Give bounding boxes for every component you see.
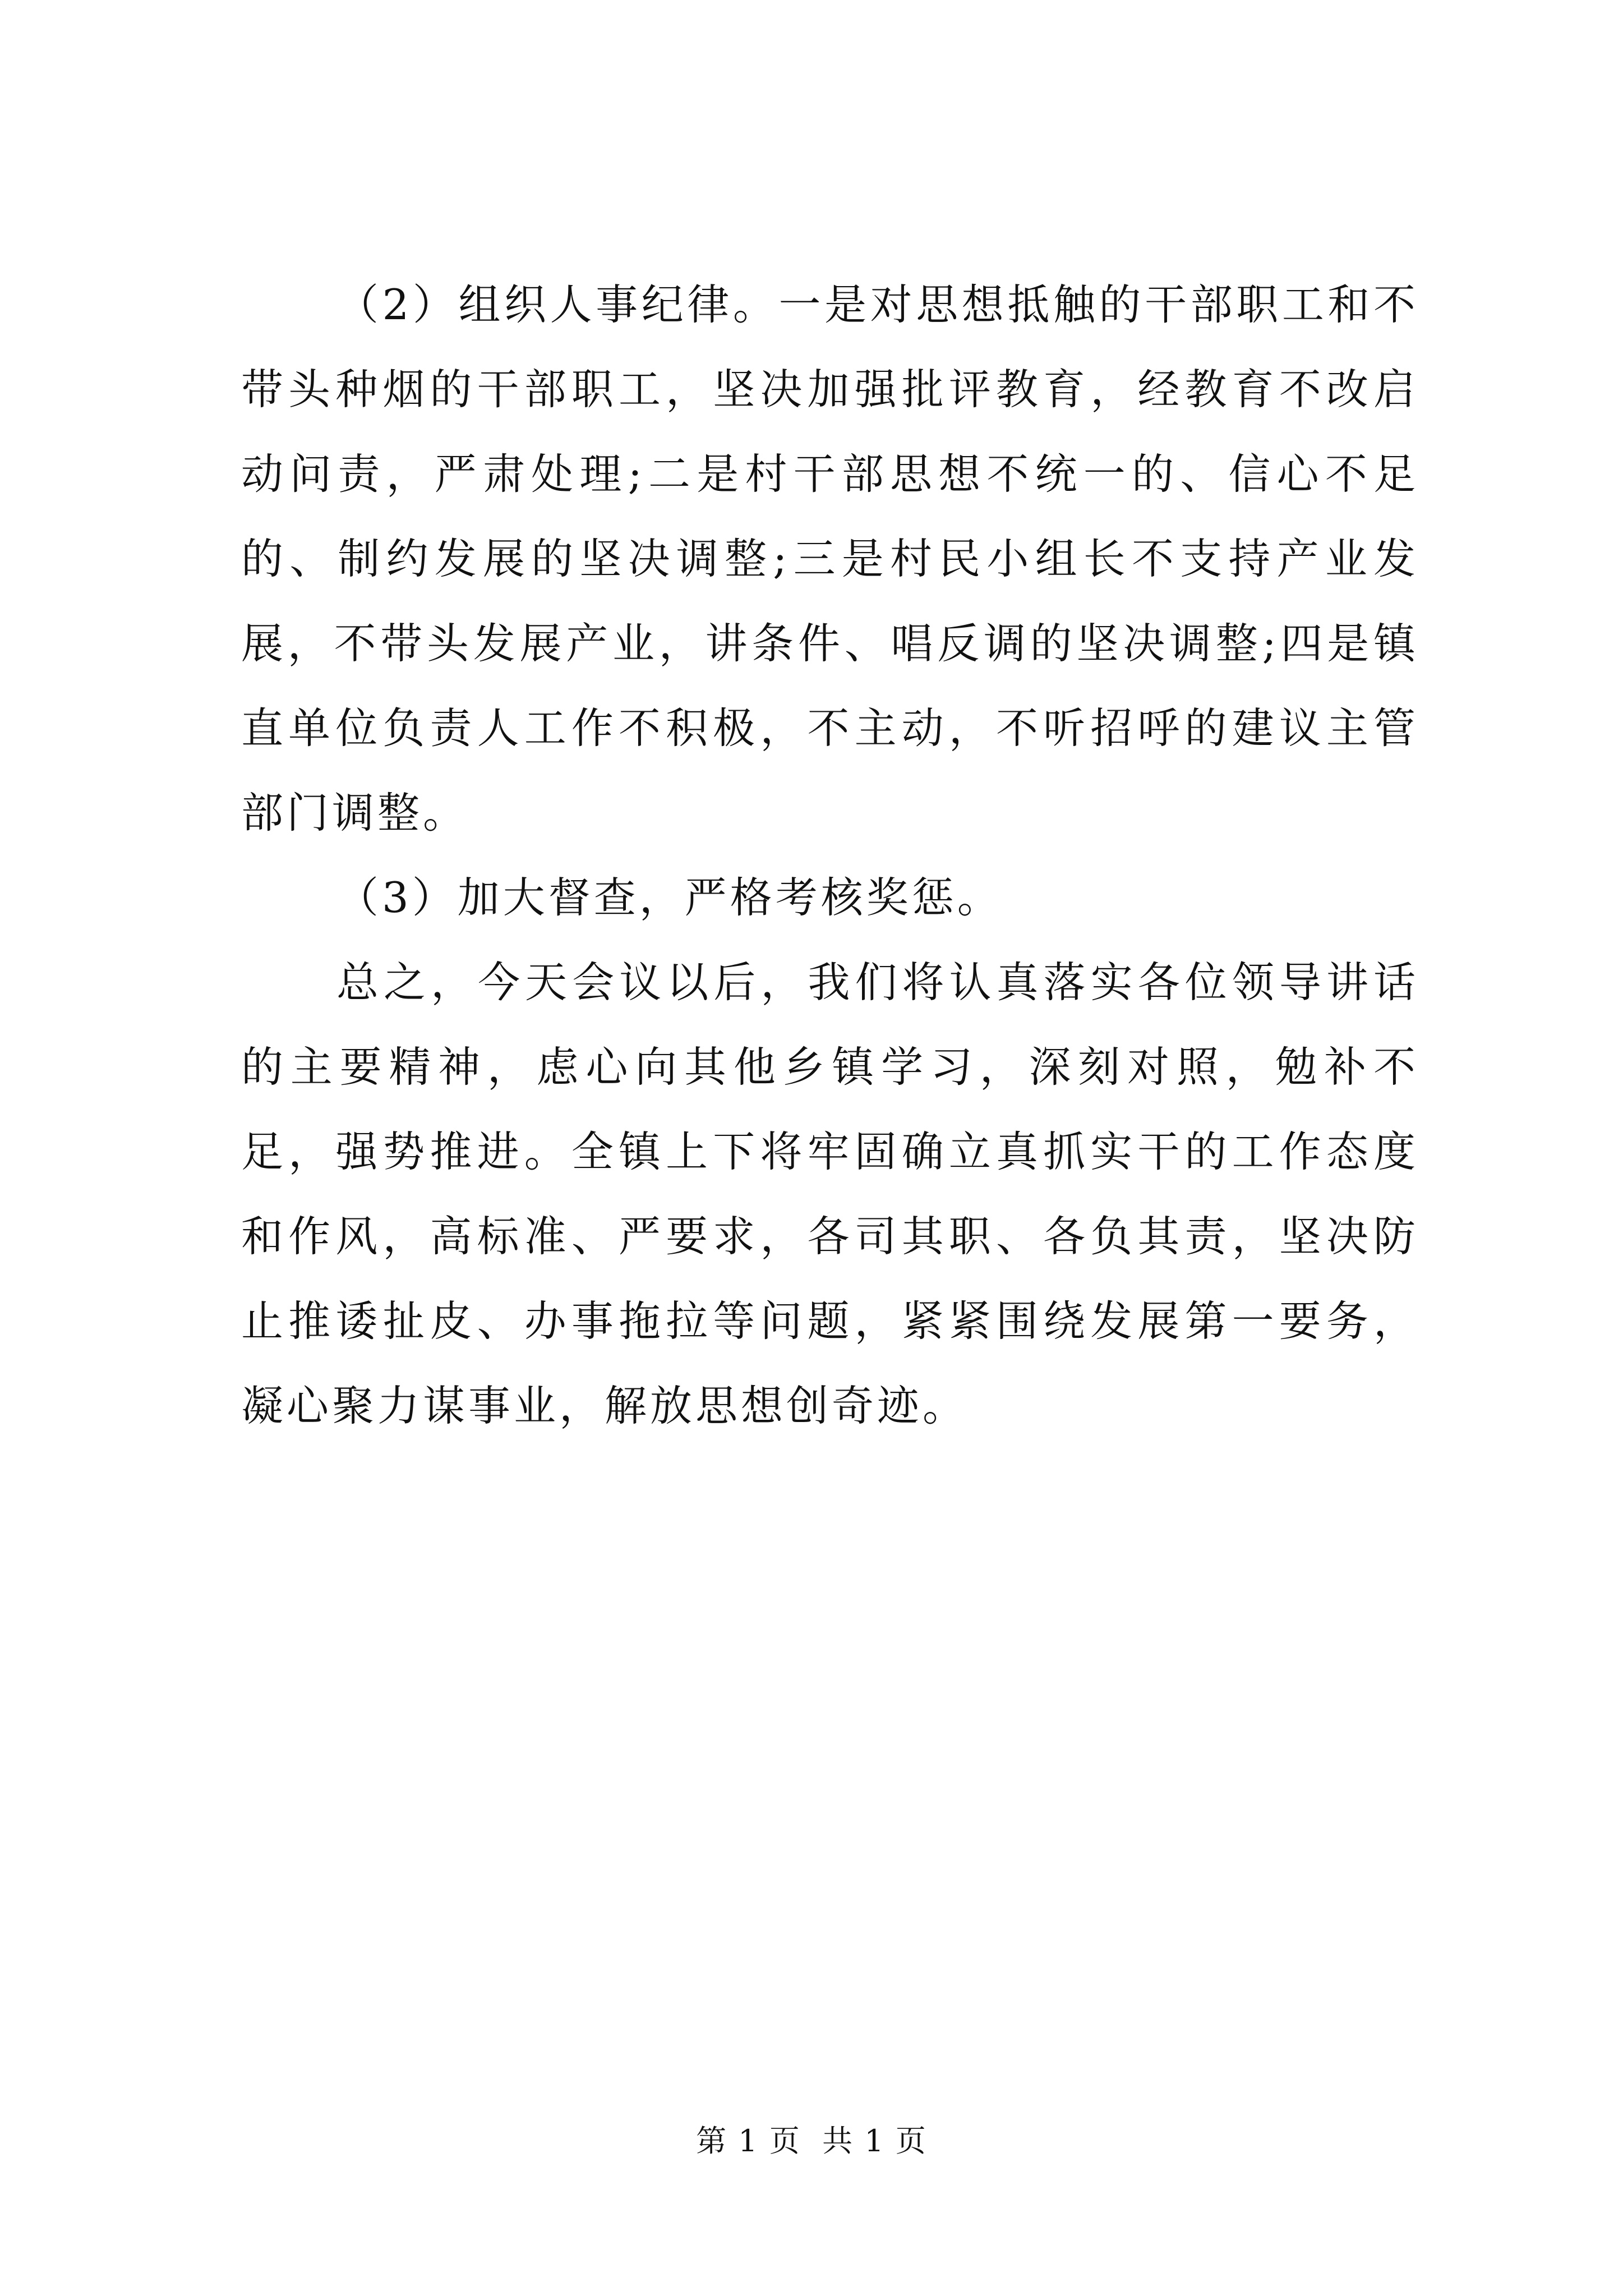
paragraph-supervision: （3）加大督查，严格考核奖惩。 [336, 873, 1003, 922]
paragraph-organization-discipline: （2）组织人事纪律。一是对思想抵触的干部职工和不带头种烟的干部职工，坚决加强批评教育，经教育不改启动问责，严肃处理;二是村干部思想不统一的、信心不足的、制约发展的坚决调整;三是村民小组长不支持产业发展，不带头发展产业，讲条件、唱反调的坚决调整;四是镇直单位负责人工作不积极，不主动，不听招呼的建议主管部门调整。 [241, 280, 1419, 838]
document-body [241, 263, 1419, 1448]
paragraph-conclusion: 总之，今天会议以后，我们将认真落实各位领导讲话的主要精神，虑心向其他乡镇学习，深刻对照，勉补不足，强势推进。全镇上下将牢固确立真抓实干的工作态度和作风，高标准、严要求，各司其职、各负其责，坚决防止推诿扯皮、办事拖拉等问题，紧紧围绕发展第一要务，凝心聚力谋事业，解放思想创奇迹。 [241, 958, 1419, 1430]
page-number-label: 第 1 页 共 1 页 [696, 2123, 927, 2159]
page-footer [0, 2122, 1623, 2161]
